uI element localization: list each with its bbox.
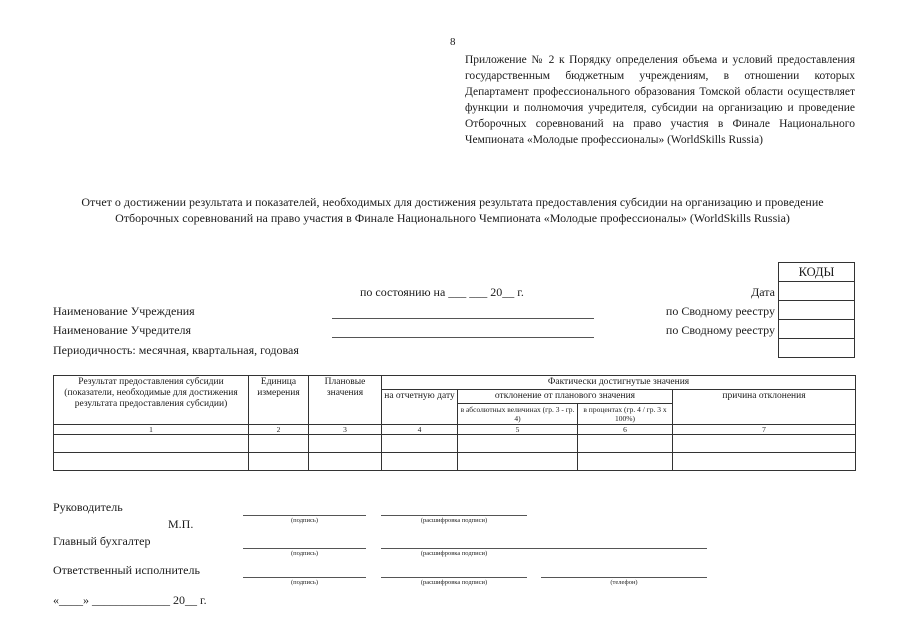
page-number: 8 [450,36,456,48]
head-signature-caption: (подпись) [291,517,318,524]
accountant-signature-caption: (подпись) [291,550,318,557]
col-planned-header: Плановые значения [309,376,382,425]
table-row [54,453,856,471]
founder-field[interactable] [332,337,594,338]
results-table [53,375,856,471]
table-cell[interactable] [309,435,382,453]
col-unit-header: Единица измерения [249,376,309,425]
code-date-cell[interactable] [779,282,855,301]
codes-table [778,262,855,358]
table-cell[interactable] [458,453,578,471]
col-deviation-header: отклонение от планового значения [458,390,673,404]
report-title: Отчет о достижении результата и показателей, необходимых для достижения результата предоставления субсидии на организацию и проведение Отборочных соревнований на право участия в Финале Национального Чемпионата «Молодые профессионалы» (WorldSkills Russia) [81,195,824,225]
table-cell[interactable] [382,453,458,471]
table-cell[interactable] [382,435,458,453]
code-empty-cell[interactable] [779,339,855,358]
signature-date[interactable]: «____» _____________ 20__ г. [53,593,207,607]
responsible-signature-caption: (подпись) [291,579,318,586]
institution-field[interactable] [332,318,594,319]
appendix-note: Приложение № 2 к Порядку определения объема и условий предоставления государственным бюджетным учреждениям, в отношении которых Департамент профессионального образования Томской области осуществляет функции и полномочия учредителя, субсидии на организацию и проведение Отборочных соревнований на право участия в Финале Национального Чемпионата «Молодые профессионалы» (WorldSkills Russia) [465,54,855,146]
chief-accountant-label: Главный бухгалтер [53,534,151,548]
founder-label: Наименование Учредителя [53,323,192,337]
table-cell[interactable] [249,435,309,453]
stamp-label: М.П. [168,517,194,531]
col-number-6: 6 [578,425,673,435]
registry-label-2: по Сводному реестру [665,323,775,337]
head-label: Руководитель [53,500,123,514]
codes-header: КОДЫ [779,263,855,282]
institution-label: Наименование Учреждения [53,304,195,318]
as-of-date: по состоянию на ___ ___ 20__ г. [360,285,524,299]
periodicity-label: Периодичность: месячная, квартальная, годовая [53,343,299,357]
col-reporting-date-header: на отчетную дату [382,390,458,425]
table-cell[interactable] [578,435,673,453]
phone-caption: (телефон) [610,579,638,586]
table-cell[interactable] [458,435,578,453]
col-number-4: 4 [382,425,458,435]
col-actual-header: Фактически достигнутые значения [382,376,856,390]
head-decoding-line[interactable] [381,515,527,516]
accountant-decoding-caption: (расшифровка подписи) [420,550,488,557]
col-number-1: 1 [54,425,249,435]
col-number-5: 5 [458,425,578,435]
col-reason-header: причина отклонения [673,390,856,425]
head-signature-line[interactable] [243,515,366,516]
table-cell[interactable] [309,453,382,471]
head-decoding-caption: (расшифровка подписи) [420,517,488,524]
col-percent-header: в процентах (гр. 4 / гр. 3 x 100%) [578,404,673,425]
code-registry-cell-1[interactable] [779,301,855,320]
table-row [54,435,856,453]
col-absolute-header: в абсолютных величинах (гр. 3 - гр. 4) [458,404,578,425]
responsible-decoding-caption: (расшифровка подписи) [420,579,488,586]
code-registry-cell-2[interactable] [779,320,855,339]
table-cell[interactable] [249,453,309,471]
table-cell[interactable] [54,435,249,453]
registry-label-1: по Сводному реестру [665,304,775,318]
responsible-signature-line[interactable] [243,577,366,578]
col-number-2: 2 [249,425,309,435]
responsible-decoding-line[interactable] [381,577,527,578]
table-cell[interactable] [673,435,856,453]
col-result-header: Результат предоставления субсидии (показатели, необходимые для достижения результата предоставления субсидии) [54,376,249,425]
table-cell[interactable] [54,453,249,471]
table-cell[interactable] [673,453,856,471]
date-label: Дата [751,285,775,299]
accountant-signature-line[interactable] [243,548,366,549]
accountant-decoding-line[interactable] [381,548,707,549]
phone-line[interactable] [541,577,707,578]
responsible-label: Ответственный исполнитель [53,563,200,577]
col-number-3: 3 [309,425,382,435]
table-cell[interactable] [578,453,673,471]
col-number-7: 7 [673,425,856,435]
